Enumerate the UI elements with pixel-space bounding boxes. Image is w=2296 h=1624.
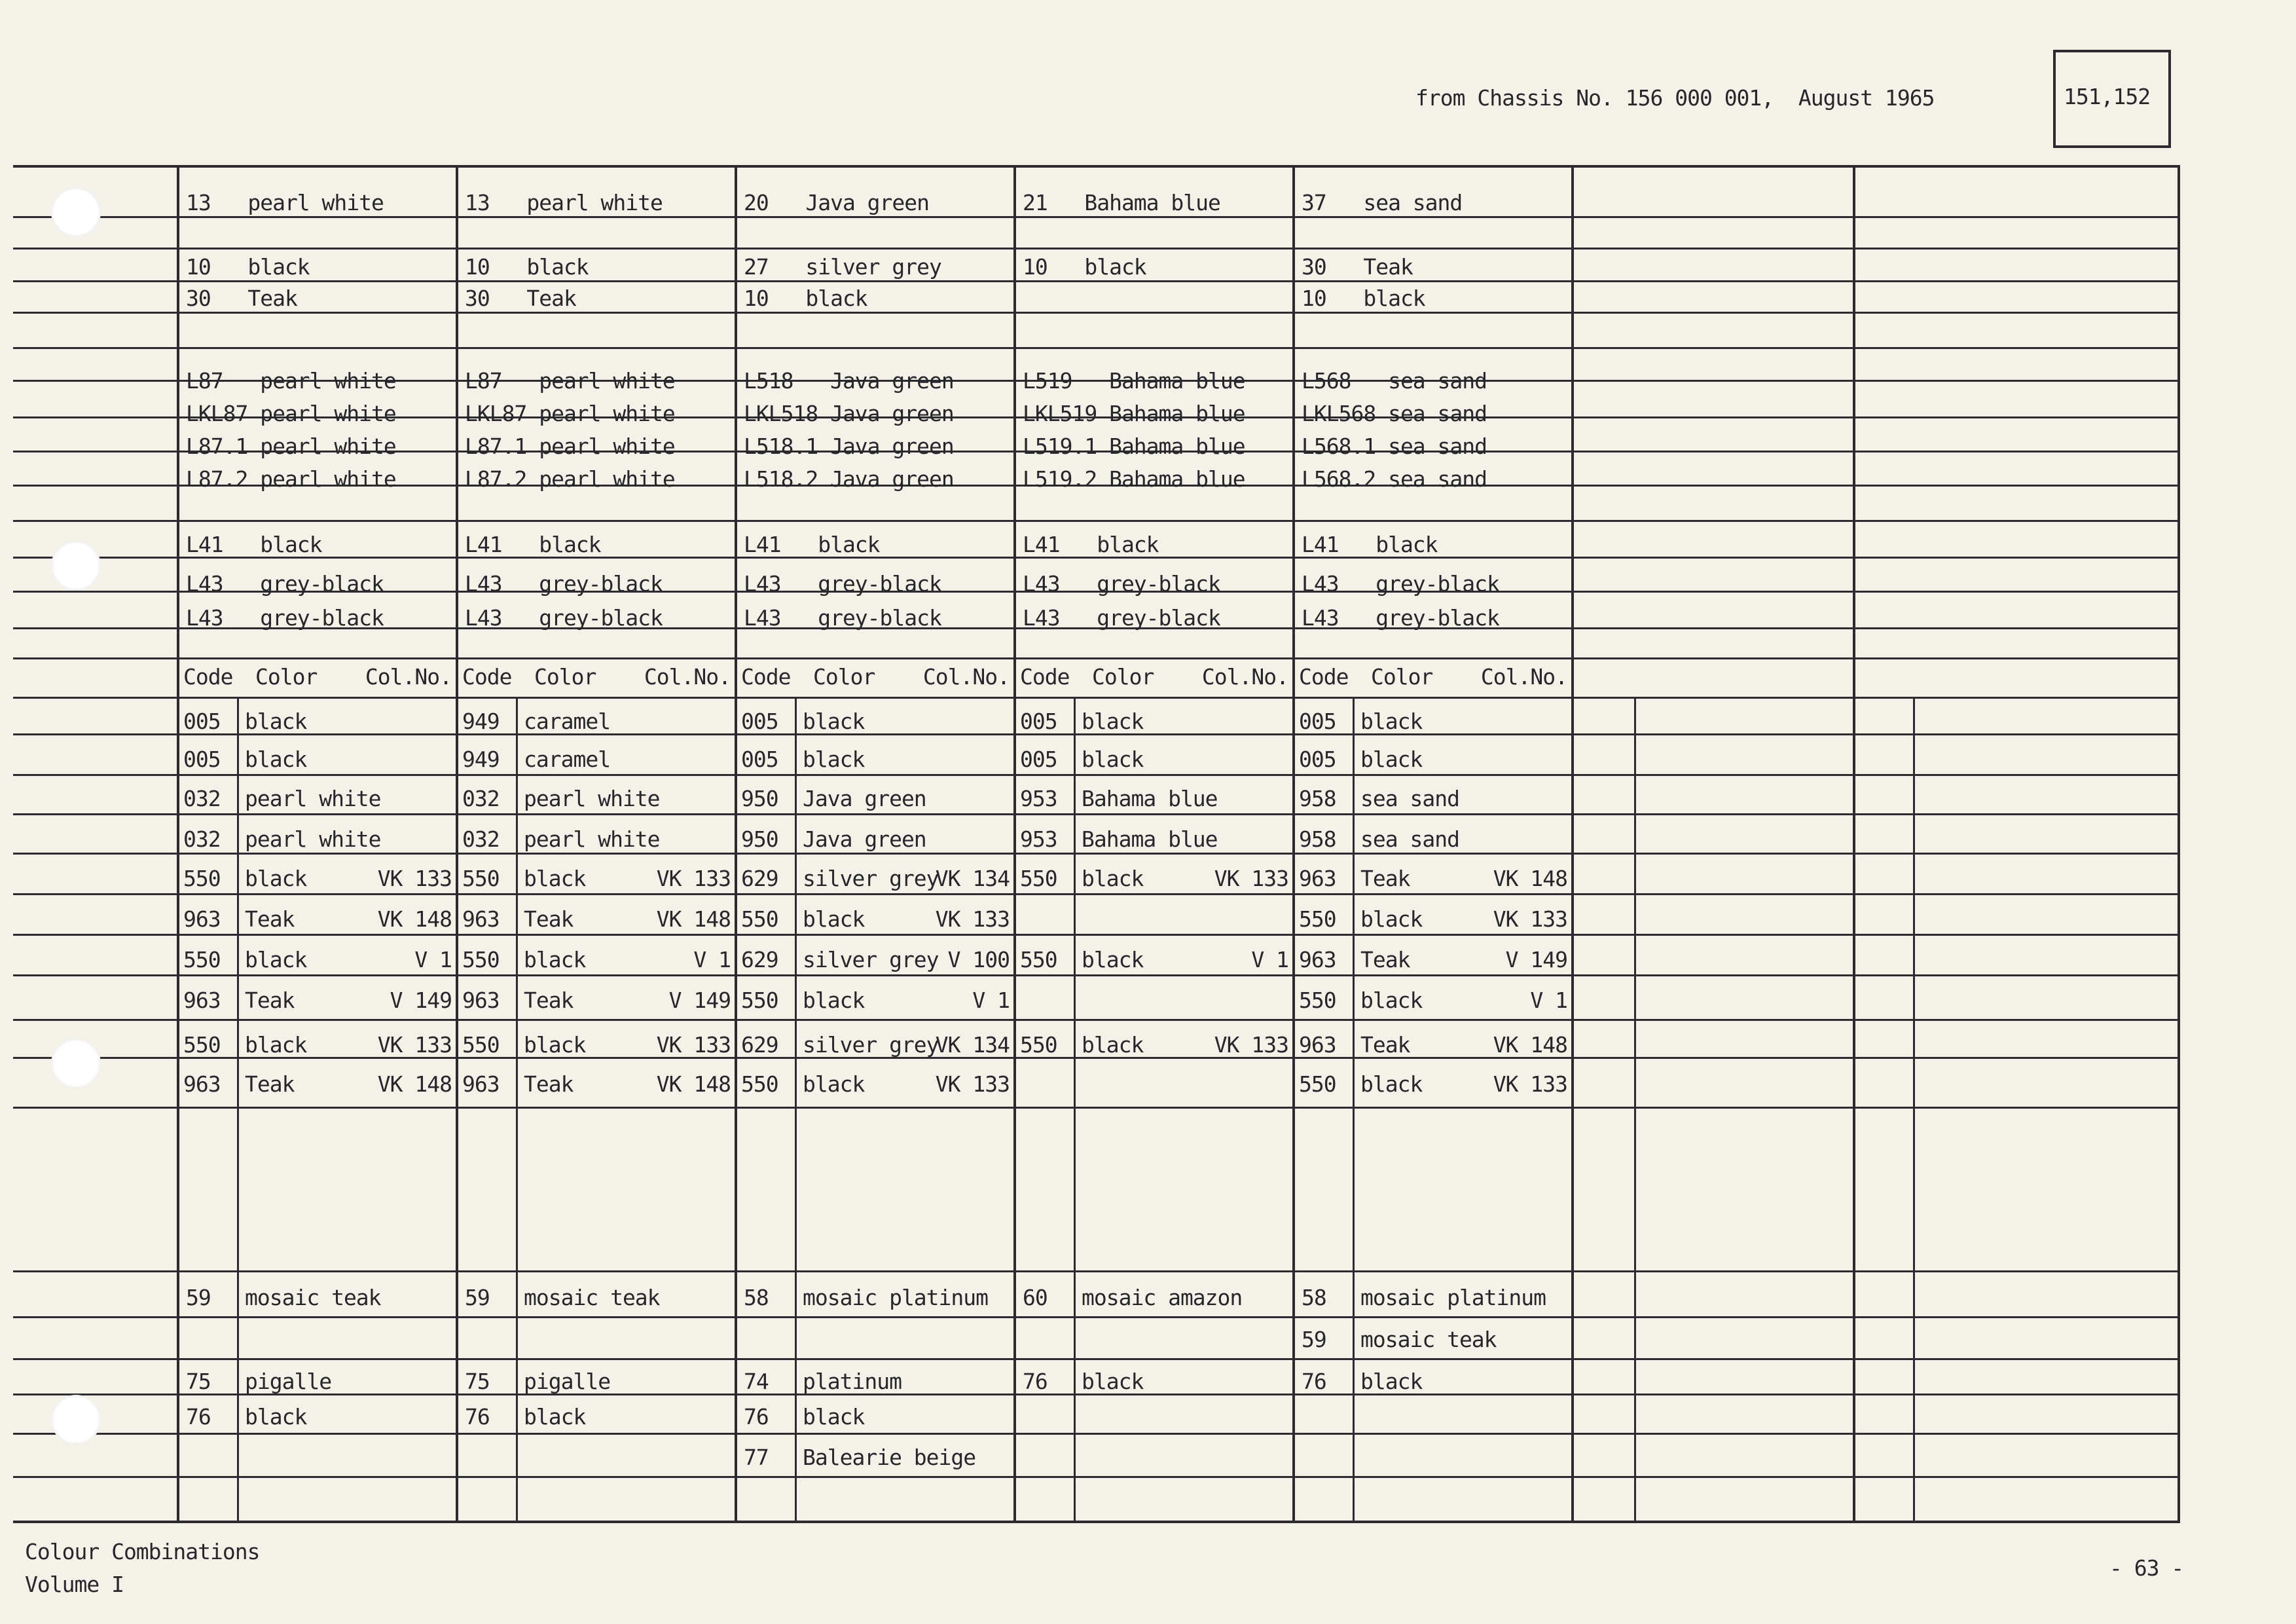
trim-code: 550 xyxy=(741,906,778,932)
binder-hole xyxy=(51,1395,101,1445)
trim-color: Teak xyxy=(1360,866,1410,891)
grid-line xyxy=(1353,697,1355,1521)
paint-code: 13 pearl white xyxy=(186,190,384,215)
trim-color: black xyxy=(803,987,865,1013)
lacquer-code: L518 Java green xyxy=(744,368,954,394)
trim-col-no: V 1 xyxy=(1251,947,1288,972)
paint-code: 10 black xyxy=(465,254,589,280)
header-code: Code xyxy=(462,664,512,690)
carpet-color: pigalle xyxy=(245,1369,332,1394)
lacquer-code: L519 Bahama blue xyxy=(1023,368,1245,394)
trim-color: black xyxy=(245,947,307,972)
trim-color: sea sand xyxy=(1360,826,1459,852)
binder-hole xyxy=(51,187,101,237)
grid-line xyxy=(1292,165,1295,1521)
trim-color: black xyxy=(1082,866,1144,891)
lacquer-code: L568 sea sand xyxy=(1302,368,1487,394)
trim-code: 963 xyxy=(183,1071,221,1097)
header-code: Code xyxy=(1020,664,1070,690)
trim-code: 032 xyxy=(462,786,500,811)
header-col-no: Col.No. xyxy=(644,664,731,690)
trim-code: 550 xyxy=(462,866,500,891)
carpet-color: black xyxy=(245,1404,307,1430)
paint-code: 37 sea sand xyxy=(1302,190,1463,215)
trim-color: sea sand xyxy=(1360,786,1459,811)
trim-color: black xyxy=(1360,709,1423,734)
trim-col-no: VK 133 xyxy=(656,1032,731,1058)
grid-line xyxy=(1853,165,1855,1521)
grid-line xyxy=(1571,165,1574,1521)
hood-code: L41 black xyxy=(186,532,322,557)
trim-color: black xyxy=(245,747,307,772)
ref-box-label: 151,152 xyxy=(2064,84,2151,109)
header-code: Code xyxy=(741,664,791,690)
trim-color: Java green xyxy=(803,826,926,852)
trim-col-no: VK 148 xyxy=(656,1071,731,1097)
grid-line xyxy=(456,165,458,1521)
header-col-no: Col.No. xyxy=(365,664,452,690)
trim-color: pearl white xyxy=(245,826,381,852)
trim-code: 032 xyxy=(462,826,500,852)
trim-color: black xyxy=(1360,906,1423,932)
trim-color: black xyxy=(524,866,586,891)
paint-code: 10 black xyxy=(186,254,310,280)
trim-col-no: VK 133 xyxy=(1214,866,1288,891)
hood-code: L43 grey-black xyxy=(1302,605,1499,631)
grid-line xyxy=(2178,165,2180,1523)
paint-code: 30 Teak xyxy=(1302,254,1413,280)
trim-col-no: VK 133 xyxy=(935,1071,1010,1097)
lacquer-code: LKL87 pearl white xyxy=(465,401,675,426)
trim-color: black xyxy=(803,709,865,734)
hood-code: L43 grey-black xyxy=(186,571,384,597)
trim-color: black xyxy=(524,1032,586,1058)
header-code: Code xyxy=(183,664,233,690)
grid-line xyxy=(516,697,518,1521)
header-col-no: Col.No. xyxy=(1201,664,1288,690)
hood-code: L41 black xyxy=(465,532,601,557)
hood-code: L43 grey-black xyxy=(465,605,663,631)
carpet-color: mosaic amazon xyxy=(1082,1285,1243,1310)
carpet-code: 59 xyxy=(1302,1327,1326,1352)
trim-code: 963 xyxy=(462,906,500,932)
lacquer-code: L519.1 Bahama blue xyxy=(1023,434,1245,459)
carpet-code: 76 xyxy=(1023,1369,1048,1394)
hood-code: L43 grey-black xyxy=(186,605,384,631)
trim-code: 629 xyxy=(741,866,778,891)
trim-code: 005 xyxy=(1020,747,1057,772)
hood-code: L43 grey-black xyxy=(1023,571,1220,597)
paint-code: 20 Java green xyxy=(744,190,930,215)
trim-col-no: VK 133 xyxy=(1493,906,1567,932)
page-number: - 63 - xyxy=(2109,1555,2184,1581)
trim-col-no: V 149 xyxy=(390,987,452,1013)
header-color: Color xyxy=(1371,664,1433,690)
header-color: Color xyxy=(534,664,596,690)
trim-code: 950 xyxy=(741,786,778,811)
trim-col-no: VK 148 xyxy=(377,1071,452,1097)
carpet-color: mosaic teak xyxy=(524,1285,660,1310)
header-code: Code xyxy=(1299,664,1349,690)
lacquer-code: L87.1 pearl white xyxy=(465,434,675,459)
trim-code: 550 xyxy=(1299,906,1336,932)
trim-code: 550 xyxy=(462,947,500,972)
trim-color: Teak xyxy=(524,906,574,932)
carpet-color: black xyxy=(524,1404,586,1430)
trim-code: 005 xyxy=(741,747,778,772)
trim-color: silver grey xyxy=(803,1032,939,1058)
carpet-code: 76 xyxy=(744,1404,769,1430)
grid-line xyxy=(795,697,797,1521)
hood-code: L43 grey-black xyxy=(1302,571,1499,597)
paint-code: 27 silver grey xyxy=(744,254,941,280)
trim-col-no: VK 134 xyxy=(935,866,1010,891)
lacquer-code: L518.2 Java green xyxy=(744,466,954,492)
grid-line xyxy=(1913,697,1915,1521)
grid-line xyxy=(735,165,737,1521)
carpet-code: 76 xyxy=(186,1404,211,1430)
trim-color: pearl white xyxy=(524,786,660,811)
trim-code: 550 xyxy=(741,987,778,1013)
trim-col-no: V 1 xyxy=(972,987,1010,1013)
trim-code: 550 xyxy=(183,866,221,891)
lacquer-code: LKL568 sea sand xyxy=(1302,401,1487,426)
footer-title: Colour Combinations xyxy=(25,1539,260,1564)
hood-code: L41 black xyxy=(1023,532,1159,557)
paint-code: 30 Teak xyxy=(186,286,297,311)
carpet-color: black xyxy=(1360,1369,1423,1394)
hood-code: L43 grey-black xyxy=(744,571,941,597)
carpet-color: mosaic teak xyxy=(1360,1327,1497,1352)
carpet-color: platinum xyxy=(803,1369,902,1394)
trim-col-no: V 1 xyxy=(414,947,452,972)
hood-code: L43 grey-black xyxy=(1023,605,1220,631)
trim-code: 550 xyxy=(462,1032,500,1058)
trim-color: black xyxy=(803,747,865,772)
grid-line xyxy=(13,1521,2178,1523)
trim-code: 005 xyxy=(1299,709,1336,734)
carpet-code: 75 xyxy=(186,1369,211,1394)
trim-color: Java green xyxy=(803,786,926,811)
lacquer-code: LKL519 Bahama blue xyxy=(1023,401,1245,426)
trim-code: 958 xyxy=(1299,786,1336,811)
paint-code: 10 black xyxy=(1023,254,1146,280)
trim-code: 550 xyxy=(183,947,221,972)
lacquer-code: L568.2 sea sand xyxy=(1302,466,1487,492)
trim-code: 949 xyxy=(462,747,500,772)
header-col-no: Col.No. xyxy=(922,664,1010,690)
trim-code: 005 xyxy=(1299,747,1336,772)
trim-col-no: VK 133 xyxy=(377,866,452,891)
carpet-color: mosaic platinum xyxy=(1360,1285,1546,1310)
trim-color: black xyxy=(1360,1071,1423,1097)
hood-code: L41 black xyxy=(744,532,880,557)
trim-code: 958 xyxy=(1299,826,1336,852)
trim-color: caramel xyxy=(524,747,611,772)
trim-color: pearl white xyxy=(524,826,660,852)
trim-col-no: V 149 xyxy=(668,987,731,1013)
paint-code: 10 black xyxy=(1302,286,1425,311)
trim-color: black xyxy=(245,866,307,891)
trim-color: Teak xyxy=(245,1071,295,1097)
lacquer-code: L87.1 pearl white xyxy=(186,434,396,459)
hood-code: L43 grey-black xyxy=(465,571,663,597)
trim-code: 550 xyxy=(741,1071,778,1097)
binder-hole xyxy=(51,1039,101,1088)
trim-code: 032 xyxy=(183,786,221,811)
trim-col-no: VK 148 xyxy=(377,906,452,932)
trim-color: black xyxy=(803,1071,865,1097)
trim-code: 963 xyxy=(1299,1032,1336,1058)
carpet-code: 74 xyxy=(744,1369,769,1394)
carpet-code: 59 xyxy=(186,1285,211,1310)
hood-code: L43 grey-black xyxy=(744,605,941,631)
carpet-color: pigalle xyxy=(524,1369,611,1394)
trim-col-no: VK 133 xyxy=(656,866,731,891)
header-color: Color xyxy=(255,664,318,690)
trim-code: 550 xyxy=(1020,1032,1057,1058)
trim-col-no: V 149 xyxy=(1505,947,1567,972)
header-col-no: Col.No. xyxy=(1480,664,1567,690)
hood-code: L41 black xyxy=(1302,532,1438,557)
trim-code: 949 xyxy=(462,709,500,734)
trim-code: 005 xyxy=(183,709,221,734)
grid-line xyxy=(237,697,239,1521)
carpet-code: 58 xyxy=(1302,1285,1326,1310)
carpet-color: black xyxy=(803,1404,865,1430)
trim-code: 032 xyxy=(183,826,221,852)
trim-color: Teak xyxy=(245,987,295,1013)
trim-color: black xyxy=(803,906,865,932)
trim-color: black xyxy=(1360,747,1423,772)
trim-color: black xyxy=(1082,947,1144,972)
paint-code: 21 Bahama blue xyxy=(1023,190,1220,215)
trim-code: 005 xyxy=(183,747,221,772)
trim-code: 550 xyxy=(1020,866,1057,891)
carpet-color: mosaic platinum xyxy=(803,1285,989,1310)
trim-code: 950 xyxy=(741,826,778,852)
trim-col-no: V 1 xyxy=(1530,987,1567,1013)
trim-color: black xyxy=(1082,747,1144,772)
carpet-code: 76 xyxy=(465,1404,490,1430)
trim-color: black xyxy=(245,1032,307,1058)
trim-code: 550 xyxy=(1299,987,1336,1013)
lacquer-code: L568.1 sea sand xyxy=(1302,434,1487,459)
trim-col-no: VK 133 xyxy=(377,1032,452,1058)
trim-col-no: VK 148 xyxy=(656,906,731,932)
trim-color: caramel xyxy=(524,709,611,734)
trim-col-no: V 100 xyxy=(947,947,1010,972)
trim-color: pearl white xyxy=(245,786,381,811)
lacquer-code: L87.2 pearl white xyxy=(465,466,675,492)
lacquer-code: LKL518 Java green xyxy=(744,401,954,426)
trim-color: Teak xyxy=(524,1071,574,1097)
trim-col-no: VK 134 xyxy=(935,1032,1010,1058)
carpet-color: black xyxy=(1082,1369,1144,1394)
trim-col-no: VK 148 xyxy=(1493,866,1567,891)
grid-line xyxy=(1634,697,1636,1521)
trim-color: black xyxy=(1082,709,1144,734)
trim-code: 963 xyxy=(1299,947,1336,972)
trim-code: 963 xyxy=(1299,866,1336,891)
trim-code: 963 xyxy=(183,906,221,932)
paint-code: 10 black xyxy=(744,286,867,311)
lacquer-code: L87 pearl white xyxy=(186,368,396,394)
trim-color: Bahama blue xyxy=(1082,826,1218,852)
paint-code: 30 Teak xyxy=(465,286,576,311)
trim-color: Teak xyxy=(524,987,574,1013)
lacquer-code: L519.2 Bahama blue xyxy=(1023,466,1245,492)
lacquer-code: L518.1 Java green xyxy=(744,434,954,459)
trim-code: 550 xyxy=(1299,1071,1336,1097)
trim-color: black xyxy=(1082,1032,1144,1058)
trim-color: Teak xyxy=(1360,1032,1410,1058)
paint-code: 13 pearl white xyxy=(465,190,663,215)
trim-color: Bahama blue xyxy=(1082,786,1218,811)
trim-code: 629 xyxy=(741,947,778,972)
trim-col-no: VK 133 xyxy=(1493,1071,1567,1097)
trim-code: 953 xyxy=(1020,786,1057,811)
grid-line xyxy=(1013,165,1016,1521)
trim-color: black xyxy=(524,947,586,972)
trim-color: black xyxy=(245,709,307,734)
carpet-code: 58 xyxy=(744,1285,769,1310)
trim-code: 963 xyxy=(183,987,221,1013)
carpet-color: mosaic teak xyxy=(245,1285,381,1310)
trim-color: Teak xyxy=(245,906,295,932)
carpet-code: 59 xyxy=(465,1285,490,1310)
footer-volume: Volume I xyxy=(25,1572,124,1597)
trim-col-no: VK 133 xyxy=(935,906,1010,932)
lacquer-code: LKL87 pearl white xyxy=(186,401,396,426)
chassis-note: from Chassis No. 156 000 001, August 1965 xyxy=(1415,85,1935,111)
trim-code: 629 xyxy=(741,1032,778,1058)
trim-color: Teak xyxy=(1360,947,1410,972)
trim-col-no: VK 148 xyxy=(1493,1032,1567,1058)
trim-color: black xyxy=(1360,987,1423,1013)
header-color: Color xyxy=(1092,664,1154,690)
trim-col-no: V 1 xyxy=(693,947,731,972)
grid-line xyxy=(1074,697,1076,1521)
trim-code: 963 xyxy=(462,987,500,1013)
lacquer-code: L87.2 pearl white xyxy=(186,466,396,492)
trim-col-no: VK 133 xyxy=(1214,1032,1288,1058)
carpet-code: 76 xyxy=(1302,1369,1326,1394)
header-color: Color xyxy=(813,664,875,690)
lacquer-code: L87 pearl white xyxy=(465,368,675,394)
carpet-code: 60 xyxy=(1023,1285,1048,1310)
trim-code: 550 xyxy=(183,1032,221,1058)
ref-box xyxy=(2053,50,2171,148)
trim-code: 963 xyxy=(462,1071,500,1097)
binder-hole xyxy=(51,541,101,591)
trim-code: 550 xyxy=(1020,947,1057,972)
trim-color: silver grey xyxy=(803,866,939,891)
carpet-color: Balearie beige xyxy=(803,1445,976,1470)
carpet-code: 75 xyxy=(465,1369,490,1394)
carpet-code: 77 xyxy=(744,1445,769,1470)
trim-code: 005 xyxy=(741,709,778,734)
trim-color: silver grey xyxy=(803,947,939,972)
trim-code: 005 xyxy=(1020,709,1057,734)
trim-code: 953 xyxy=(1020,826,1057,852)
